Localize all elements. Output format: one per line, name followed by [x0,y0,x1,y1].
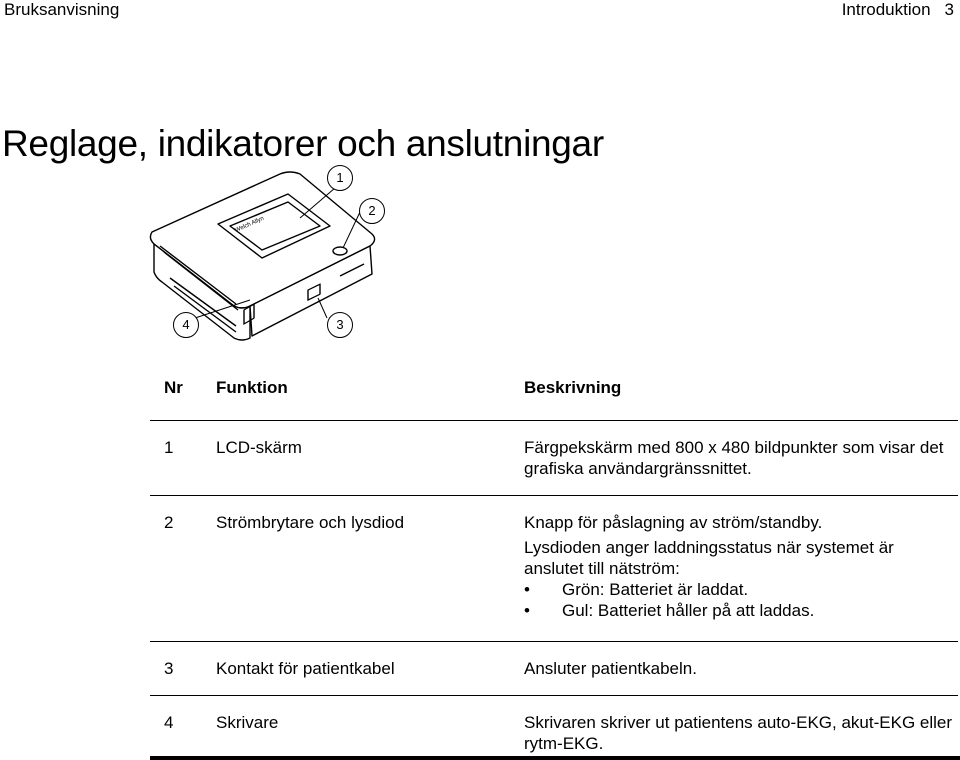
row-function: Skrivare [216,713,279,732]
table-header-row [150,378,958,421]
section-name: Introduktion [841,0,931,19]
table-bottom-rule [150,756,960,760]
row-nr: 2 [164,513,174,532]
description-line: Knapp för påslagning av ström/standby. [524,513,823,532]
callout-1: 1 [327,165,353,191]
list-item: • Grön: Batteriet är laddat. [524,579,958,600]
header-description: Beskrivning [524,378,622,397]
row-function: Strömbrytare och lysdiod [216,513,405,532]
row-description: Ansluter patientkabeln. [524,659,697,678]
table-row [150,437,958,479]
row-nr: 3 [164,659,174,678]
device-illustration [140,160,400,350]
row-nr: 1 [164,438,174,457]
list-item: • Gul: Batteriet håller på att laddas. [524,600,958,621]
controls-table [150,378,958,754]
page-title: Reglage, indikatorer och anslutningar [2,122,604,164]
row-description: Skrivaren skriver ut patientens auto-EKG, akut-EKG eller rytm-EKG. [524,713,953,753]
description-line: Lysdioden anger laddningsstatus när systemet är anslutet till nätström: [524,538,894,578]
status-list [524,579,958,621]
header-nr: Nr [164,378,183,397]
table-row [150,512,958,621]
table-row [150,658,958,679]
brand-logo-text: Welch Allyn [234,215,266,234]
row-nr: 4 [164,713,174,732]
page-number: 3 [944,0,954,19]
row-description [524,512,958,621]
row-function: Kontakt för patientkabel [216,659,395,678]
header-function: Funktion [216,378,288,397]
table-row [150,712,958,754]
callout-3: 3 [327,312,353,338]
running-header-left: Bruksanvisning [4,0,120,19]
callout-2: 2 [359,198,385,224]
callout-4: 4 [173,312,199,338]
running-header-right [842,0,954,20]
row-function: LCD-skärm [216,438,302,457]
row-description: Färgpekskärm med 800 x 480 bildpunkter som visar det grafiska användargränssnittet. [524,438,944,478]
